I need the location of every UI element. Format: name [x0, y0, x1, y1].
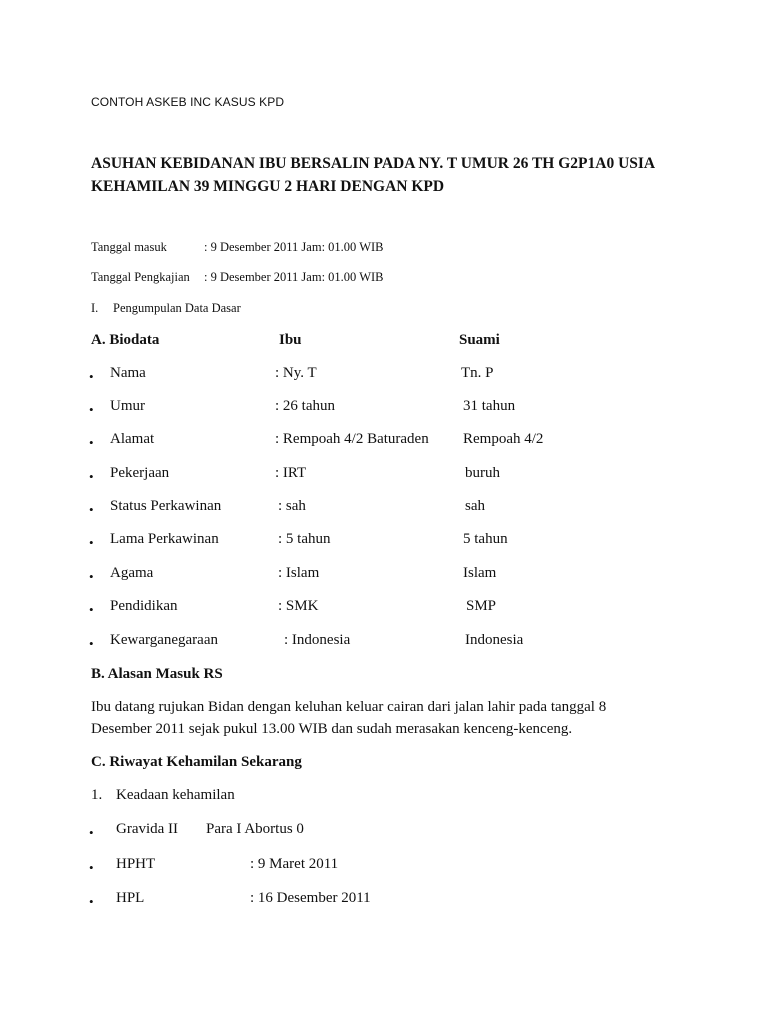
biodata-suami-umur: 31 tahun [463, 398, 516, 414]
biodata-label-agama: Agama [110, 565, 154, 581]
bullet-icon: • [89, 435, 94, 450]
biodata-label-status-perkawinan: Status Perkawinan [110, 498, 222, 514]
bullet-icon: • [89, 825, 94, 840]
biodata-suami-kewarganegaraan: Indonesia [465, 632, 524, 648]
biodata-suami-alamat: Rempoah 4/2 [463, 431, 544, 447]
biodata-heading: A. Biodata [91, 332, 160, 348]
bullet-icon: • [89, 469, 94, 484]
meta-label-tanggal-masuk: Tanggal masuk [91, 240, 167, 254]
pregnancy-value-hpl: : 16 Desember 2011 [250, 890, 371, 906]
biodata-ibu-umur: : 26 tahun [275, 398, 335, 414]
biodata-label-pendidikan: Pendidikan [110, 598, 178, 614]
biodata-ibu-agama: : Islam [278, 565, 320, 581]
bullet-icon: • [89, 502, 94, 517]
bullet-icon: • [89, 402, 94, 417]
biodata-label-alamat: Alamat [110, 431, 155, 447]
biodata-suami-pekerjaan: buruh [465, 465, 500, 481]
biodata-ibu-kewarganegaraan: : Indonesia [284, 632, 351, 648]
section-i-label: Pengumpulan Data Dasar [113, 301, 241, 315]
document-title-line-2: KEHAMILAN 39 MINGGU 2 HARI DENGAN KPD [91, 178, 445, 195]
biodata-suami-agama: Islam [463, 565, 497, 581]
biodata-label-umur: Umur [110, 398, 145, 414]
section-c-title: C. Riwayat Kehamilan Sekarang [91, 754, 302, 770]
biodata-ibu-nama: : Ny. T [275, 365, 317, 381]
biodata-label-kewarganegaraan: Kewarganegaraan [110, 632, 218, 648]
bullet-icon: • [89, 535, 94, 550]
pregnancy-label-hpl: HPL [116, 890, 145, 906]
pregnancy-label-hpht: HPHT [116, 856, 156, 872]
bullet-icon: • [89, 860, 94, 875]
biodata-ibu-status-perkawinan: : sah [278, 498, 306, 514]
meta-value-tanggal-masuk: : 9 Desember 2011 Jam: 01.00 WIB [204, 240, 384, 254]
section-c-item-label: Keadaan kehamilan [116, 787, 235, 803]
pregnancy-value-para-abortus: Para I Abortus 0 [206, 821, 304, 837]
biodata-suami-status-perkawinan: sah [465, 498, 485, 514]
pregnancy-value-hpht: : 9 Maret 2011 [250, 856, 339, 872]
bullet-icon: • [89, 636, 94, 651]
bullet-icon: • [89, 569, 94, 584]
meta-value-tanggal-pengkajian: : 9 Desember 2011 Jam: 01.00 WIB [204, 270, 384, 284]
document-title-line-1: ASUHAN KEBIDANAN IBU BERSALIN PADA NY. T UMUR 26 TH G2P1A0 USIA [91, 155, 656, 172]
section-i-number: I. [91, 301, 99, 315]
section-b-title: B. Alasan Masuk RS [91, 666, 223, 682]
document-heading: CONTOH ASKEB INC KASUS KPD [91, 95, 285, 109]
biodata-column-ibu: Ibu [279, 332, 302, 348]
biodata-suami-lama-perkawinan: 5 tahun [463, 531, 508, 547]
biodata-column-suami: Suami [459, 332, 500, 348]
pregnancy-label-gravida: Gravida II [116, 821, 179, 837]
biodata-ibu-lama-perkawinan: : 5 tahun [278, 531, 331, 547]
bullet-icon: • [89, 894, 94, 909]
meta-label-tanggal-pengkajian: Tanggal Pengkajian [91, 270, 190, 284]
biodata-ibu-alamat: : Rempoah 4/2 Baturaden [275, 431, 429, 447]
biodata-ibu-pendidikan: : SMK [278, 598, 319, 614]
biodata-label-lama-perkawinan: Lama Perkawinan [110, 531, 219, 547]
biodata-suami-nama: Tn. P [461, 365, 494, 381]
section-c-item-number: 1. [91, 787, 103, 803]
biodata-label-pekerjaan: Pekerjaan [110, 465, 170, 481]
section-b-paragraph: Ibu datang rujukan Bidan dengan keluhan keluar cairan dari jalan lahir pada tanggal 8 Desember 2011 sejak pukul 13.00 WIB dan sudah merasakan kenceng-kenceng. [91, 699, 607, 737]
biodata-label-nama: Nama [110, 365, 146, 381]
biodata-ibu-pekerjaan: : IRT [275, 465, 307, 481]
biodata-suami-pendidikan: SMP [466, 598, 497, 614]
bullet-icon: • [89, 602, 94, 617]
bullet-icon: • [89, 369, 94, 384]
